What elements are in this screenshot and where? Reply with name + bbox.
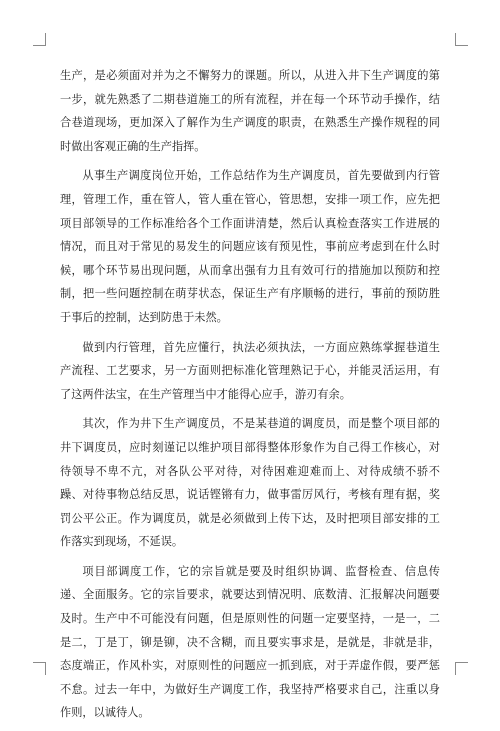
paragraph-2: 从事生产调度岗位开始，工作总结作为生产调度员，首先要做到内行管理，管理工作，重在管人，管人重在管心，管思想，安排一项工作，应先把项目部领导的工作标准给各个工作面讲清楚，然后认真检查落实工作进展的情况，而且对于常见的易发生的问题应该有预见性，事前应考虑到在什么时候，哪个环节易出现问题，从而拿出强有力且有效可行的措施加以预防和控制，把一些问题控制在萌芽状态，保证生产有序顺畅的进行，事前的预防胜于事后的控制，达到防患于未然。 [60,169,440,324]
paragraph-4: 其次，作为井下生产调度员，不是某巷道的调度员，而是整个项目部的井下调度员，应时刻谨记以维护项目部得整体形象作为自己得工作核心，对待领导不卑不亢，对各队公平对待，对待困难迎难而上、对待成绩不骄不躁、对待事物总结反思，说话铿锵有力，做事雷厉风行，考核有理有据，奖罚公平公正。作为调度员，就是必须做到上传下达，及时把项目部安排的工作落实到现场，不延误。 [60,417,440,549]
crop-mark-bottom-right [455,662,468,675]
crop-mark-bottom-left [33,662,46,675]
paragraph-5: 项目部调度工作，它的宗旨就是要及时组织协调、监督检查、信息传递、全面服务。它的宗旨要求，就要达到情况明、底数清、汇报解决问题要及时。生产中不可能没有问题，但是原则性的问题一定要坚持，一是一，二是二，丁是丁，铆是铆，决不含糊，而且要实事求是，是就是，非就是非，态度端正，作风朴实，对原则性的问题应一抓到底，对于弄虚作假，要严惩不怠。过去一年中，为做好生产调度工作，我坚持严格要求自己，注重以身作则，以诚待人。 [60,564,440,720]
crop-mark-top-left [33,33,46,46]
paragraph-3: 做到内行管理，首先应懂行，执法必须执法，一方面应熟练掌握巷道生产流程、工艺要求，另一方面则把标准化管理熟记于心，并能灵活运用，有了这两件法宝，在生产管理当中才能得心应手，游刃有余。 [60,340,440,401]
document-body [60,64,440,731]
crop-mark-top-right [455,33,468,46]
paragraph-1: 生产，是必须面对并为之不懈努力的课题。所以，从进入井下生产调度的第一步，就先熟悉了二期巷道施工的所有流程，并在每一个环节动手操作，结合巷道现场，更加深入了解作为生产调度的职责，在熟悉生产操作规程的同时做出客观正确的生产指挥。 [60,69,440,153]
